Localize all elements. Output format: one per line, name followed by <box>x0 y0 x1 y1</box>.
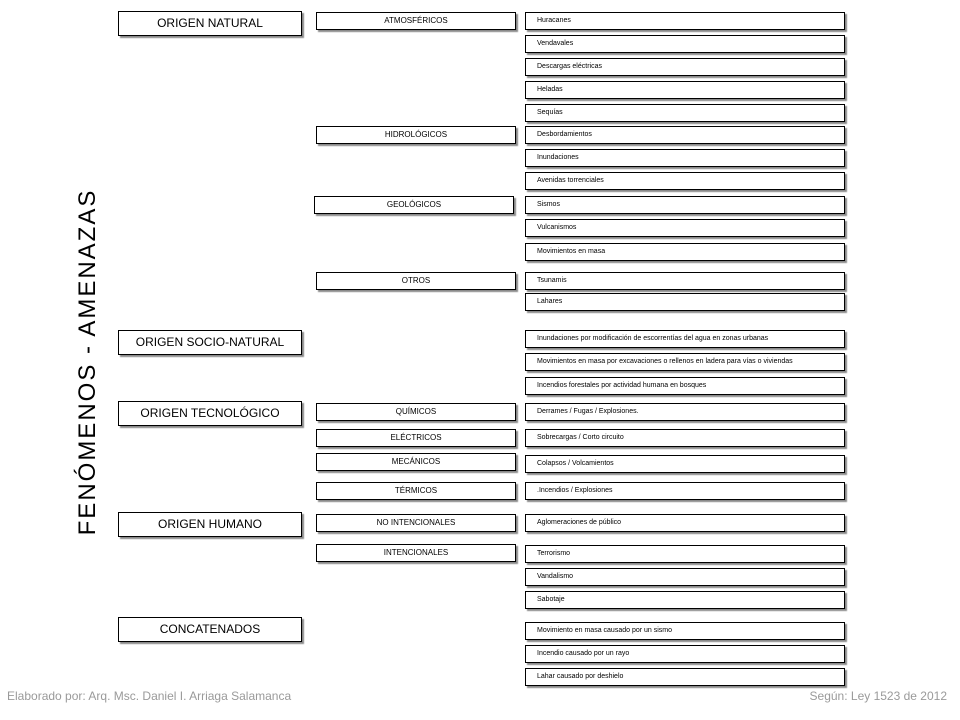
category-hidrologicos: HIDROLÓGICOS <box>316 126 516 144</box>
item-incendio-por-rayo: Incendio causado por un rayo <box>525 645 845 663</box>
item-heladas: Heladas <box>525 81 845 99</box>
item-incendios-explosiones: .Incendios / Explosiones <box>525 482 845 500</box>
item-movimientos-excavaciones: Movimientos en masa por excavaciones o rellenos en ladera para vías o viviendas <box>525 353 845 371</box>
origin-socio-natural: ORIGEN SOCIO-NATURAL <box>118 330 302 355</box>
category-geologicos: GEOLÓGICOS <box>314 196 514 214</box>
category-quimicos: QUÍMICOS <box>316 403 516 421</box>
category-electricos: ELÉCTRICOS <box>316 429 516 447</box>
diagram-title: FENÓMENOS - AMENAZAS <box>74 188 101 536</box>
item-lahares: Lahares <box>525 293 845 311</box>
item-inundaciones: Inundaciones <box>525 149 845 167</box>
item-sismos: Sismos <box>525 196 845 214</box>
item-incendios-forestales: Incendios forestales por actividad humana en bosques <box>525 377 845 395</box>
item-terrorismo: Terrorismo <box>525 545 845 563</box>
item-tsunamis: Tsunamis <box>525 272 845 290</box>
item-lahar-por-deshielo: Lahar causado por deshielo <box>525 668 845 686</box>
item-desbordamientos: Desbordamientos <box>525 126 845 144</box>
item-movimiento-por-sismo: Movimiento en masa causado por un sismo <box>525 622 845 640</box>
origin-humano: ORIGEN HUMANO <box>118 512 302 537</box>
item-vendavales: Vendavales <box>525 35 845 53</box>
category-termicos: TÉRMICOS <box>316 482 516 500</box>
category-intencionales: INTENCIONALES <box>316 544 516 562</box>
item-aglomeraciones: Aglomeraciones de público <box>525 514 845 532</box>
item-sequias: Sequías <box>525 104 845 122</box>
category-mecanicos: MECÁNICOS <box>316 453 516 471</box>
footer-source: Según: Ley 1523 de 2012 <box>809 689 947 703</box>
origin-concatenados: CONCATENADOS <box>118 617 302 642</box>
item-movimientos-en-masa: Movimientos en masa <box>525 243 845 261</box>
item-sobrecargas: Sobrecargas / Corto circuito <box>525 429 845 447</box>
origin-tecnologico: ORIGEN TECNOLÓGICO <box>118 401 302 426</box>
item-derrames-fugas: Derrames / Fugas / Explosiones. <box>525 403 845 421</box>
item-vulcanismos: Vulcanismos <box>525 219 845 237</box>
item-vandalismo: Vandalismo <box>525 568 845 586</box>
origin-natural: ORIGEN NATURAL <box>118 11 302 36</box>
category-no-intencionales: NO INTENCIONALES <box>316 514 516 532</box>
footer-author: Elaborado por: Arq. Msc. Daniel I. Arriaga Salamanca <box>7 689 292 703</box>
item-sabotaje: Sabotaje <box>525 591 845 609</box>
category-atmosfericos: ATMOSFÉRICOS <box>316 12 516 30</box>
item-colapsos: Colapsos / Volcamientos <box>525 455 845 473</box>
item-inundaciones-urbanas: Inundaciones por modificación de escorrentías del agua en zonas urbanas <box>525 330 845 348</box>
item-descargas-electricas: Descargas eléctricas <box>525 58 845 76</box>
category-otros: OTROS <box>316 272 516 290</box>
item-avenidas-torrenciales: Avenidas torrenciales <box>525 172 845 190</box>
item-huracanes: Huracanes <box>525 12 845 30</box>
